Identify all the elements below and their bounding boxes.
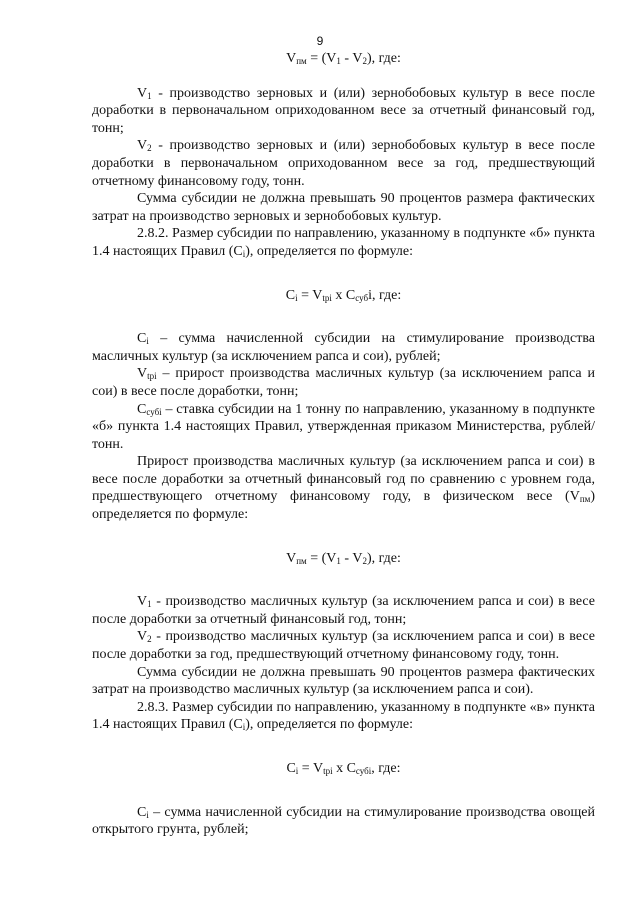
paragraph-csubi-oilseed: $C_{субi}$ – ставка субсидии на 1 тонну по направлению, указанному в подпункте «б» пункта 1.4 настоящих Правил, утвержденная приказом Министерства, рублей/тонн. — [92, 401, 595, 452]
paragraph-2-8-2: 2.8.2. Размер субсидии по направлению, указанному в подпункте «б» пункта 1.4 настоящих Правил $(C_i)$, определяется по формуле: — [92, 226, 595, 259]
formula-vpm-oilseed: $V_{пм} = (V_1 - V_2)$, где: — [286, 550, 401, 566]
paragraph-v1-grain: $V_1$ - производство зерновых и (или) зернобобовых культур в весе после доработки в первоначальном оприходованном весе за отчетный финансовый год, тонн; — [92, 85, 595, 136]
paragraph-subsidy-limit-grain: Сумма субсидии не должна превышать 90 процентов размера фактических затрат на производство зерновых и зернобобовых культур. — [92, 191, 595, 224]
paragraph-ci-oilseed: $C_i$ – сумма начисленной субсидии на стимулирование производства масличных культур (за исключением рапса и сои), рублей; — [92, 331, 595, 364]
paragraph-subsidy-limit-oilseed: Сумма субсидии не должна превышать 90 процентов размера фактических затрат на производство масличных культур (за исключением рапса и сои). — [92, 664, 595, 698]
paragraph-v2-grain: $V_2$ - производство зерновых и (или) зернобобовых культур в весе после доработки в первоначальном оприходованном весе за год, предшествующий отчетному финансовому году, тонн. — [92, 138, 595, 189]
paragraph-vtpi-oilseed: $V_{tpi}$ – прирост производства масличных культур (за исключением рапса и сои) в весе после доработки, тонн; — [92, 366, 595, 399]
formula-vpm-grain: $V_{пм} = (V_1 - V_2)$, где: — [286, 51, 401, 66]
paragraph-growth-oilseed: Прирост производства масличных культур (за исключением рапса и сои) в весе после доработки за отчетный финансовый год по сравнению с уровнем года, предшествующего отчетному финансовому году, в физическом весе $(V_{пм})$ определяется по формуле: — [92, 454, 595, 523]
paragraph-2-8-3: 2.8.3. Размер субсидии по направлению, указанному в подпункте «в» пункта 1.4 настоящих Правил $(C_i)$, определяется по формуле: — [92, 699, 595, 733]
document-body — [92, 50, 595, 839]
page-number: 9 — [316, 34, 324, 48]
formula-ci-oilseed: $C_i = V_{tpi}$ x $C_{суб}i$, где: — [285, 287, 402, 303]
formula-ci-vegetables: $C_i = V_{tpi}$ x $C_{субi}$, где: — [286, 761, 401, 776]
paragraph-v2-oilseed: $V_2$ - производство масличных культур (за исключением рапса и сои) в весе после доработки за год, предшествующий отчетному финансовому году, тонн. — [92, 629, 595, 663]
paragraph-ci-vegetables: $C_i$ – сумма начисленной субсидии на стимулирование производства овощей открытого грунта, рублей; — [92, 804, 595, 838]
paragraph-v1-oilseed: $V_1$ - производство масличных культур (за исключением рапса и сои) в весе после доработки за отчетный финансовый год, тонн; — [92, 594, 595, 627]
